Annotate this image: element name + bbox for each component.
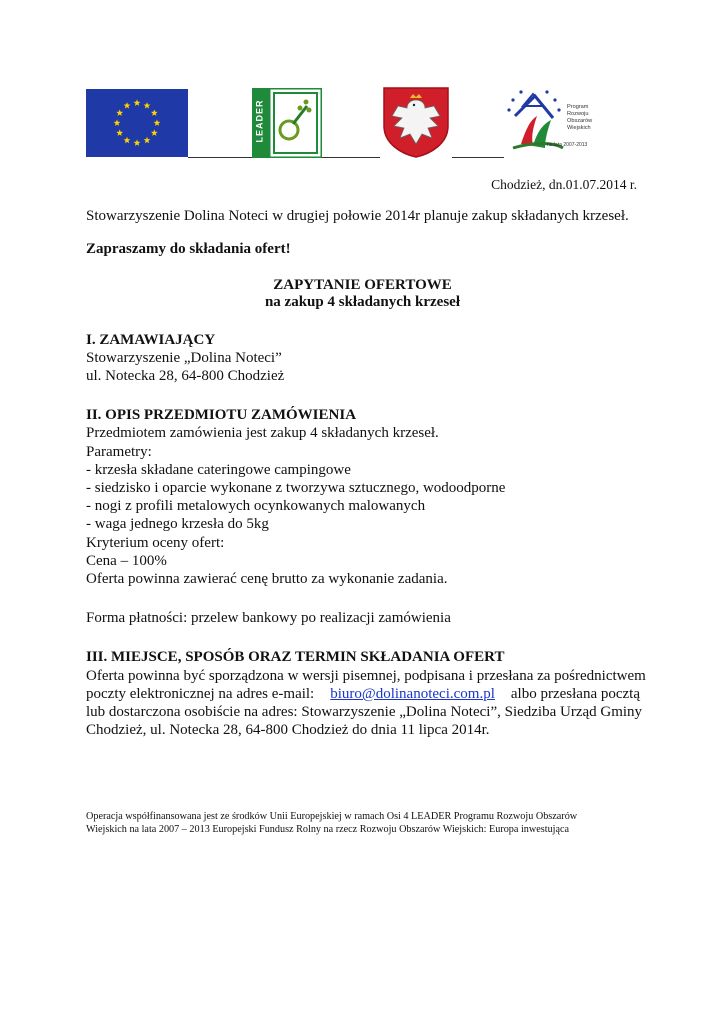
description-line: - waga jednego krzesła do 5kg xyxy=(86,516,269,532)
payment-line: Forma płatności: przelew bankowy po realizacji zamówienia xyxy=(86,610,451,626)
ordering-party-address: ul. Notecka 28, 64-800 Chodzież xyxy=(86,368,285,384)
footer-line: Operacja współfinansowana jest ze środków Unii Europejskiej w ramach Osi 4 LEADER Programu Rozwoju Obszarów xyxy=(86,811,578,822)
section-heading-ordering-party: I. ZAMAWIAJĄCY xyxy=(86,332,216,348)
section-heading-order-description: II. OPIS PRZEDMIOTU ZAMÓWIENIA xyxy=(86,407,357,423)
description-line: - krzesła składane cateringowe campingowe xyxy=(86,462,351,478)
prow-logo-line: Obszarów xyxy=(567,118,593,124)
coat-of-arms-logo xyxy=(380,86,452,158)
description-line: Oferta powinna zawierać cenę brutto za wykonanie zadania. xyxy=(86,571,448,587)
description-line: - siedzisko i oparcie wykonane z tworzywa sztucznego, wodoodporne xyxy=(86,480,506,496)
logo-underline xyxy=(188,157,252,158)
submission-line: lub dostarczona osobiście na adres: Stowarzyszenie „Dolina Noteci”, Siedziba Urząd Gminy xyxy=(86,704,643,720)
document-subtitle: na zakup 4 składanych krzeseł xyxy=(264,294,461,310)
description-line: - nogi z profili metalowych ocynkowanych malowanych xyxy=(86,498,426,514)
section-heading-submission: III. MIEJSCE, SPOSÓB ORAZ TERMIN SKŁADANIA OFERT xyxy=(86,649,505,665)
leader-logo-text: LEADER xyxy=(254,99,265,143)
submission-line: Chodzież, ul. Notecka 28, 64-800 Chodzież do dnia 11 lipca 2014r. xyxy=(86,722,490,738)
invite-line: Zapraszamy do składania ofert! xyxy=(86,241,291,257)
submission-email-prefix: poczty elektronicznej na adres e-mail: xyxy=(86,686,315,702)
logo-underline xyxy=(322,157,380,158)
description-line: Przedmiotem zamówienia jest zakup 4 składanych krzeseł. xyxy=(86,425,439,441)
intro-line: Stowarzyszenie Dolina Noteci w drugiej połowie 2014r planuje zakup składanych krzeseł. xyxy=(86,208,629,224)
document-title: ZAPYTANIE OFERTOWE xyxy=(273,277,452,293)
leader-logo xyxy=(252,88,322,158)
description-line: Kryterium oceny ofert: xyxy=(86,535,225,551)
email-link[interactable]: biuro@dolinanoteci.com.pl xyxy=(330,686,495,702)
prow-logo-line: Rozwoju xyxy=(567,111,589,117)
prow-logo-line: Wiejskich xyxy=(567,125,591,131)
prow-logo-line: Program xyxy=(567,104,589,110)
document-date: Chodzież, dn.01.07.2014 r. xyxy=(491,177,637,192)
prow-program-logo xyxy=(503,86,599,156)
logo-underline xyxy=(452,157,504,158)
ordering-party-name: Stowarzyszenie „Dolina Noteci” xyxy=(86,350,282,366)
prow-logo-text xyxy=(567,104,592,132)
prow-logo-years: na lata 2007-2013 xyxy=(547,142,588,148)
submission-line: Oferta powinna być sporządzona w wersji pisemnej, podpisana i przesłana za pośrednictwem xyxy=(86,668,646,684)
description-line: Cena – 100% xyxy=(86,553,167,569)
submission-email-suffix: albo przesłana pocztą xyxy=(510,686,640,702)
submission-line-email xyxy=(86,685,640,703)
description-line: Parametry: xyxy=(86,444,152,460)
footer-line: Wiejskich na lata 2007 – 2013 Europejski Fundusz Rolny na rzecz Rozwoju Obszarów Wiejskich: Europa inwestująca xyxy=(86,824,570,835)
eu-flag-logo xyxy=(86,89,188,157)
